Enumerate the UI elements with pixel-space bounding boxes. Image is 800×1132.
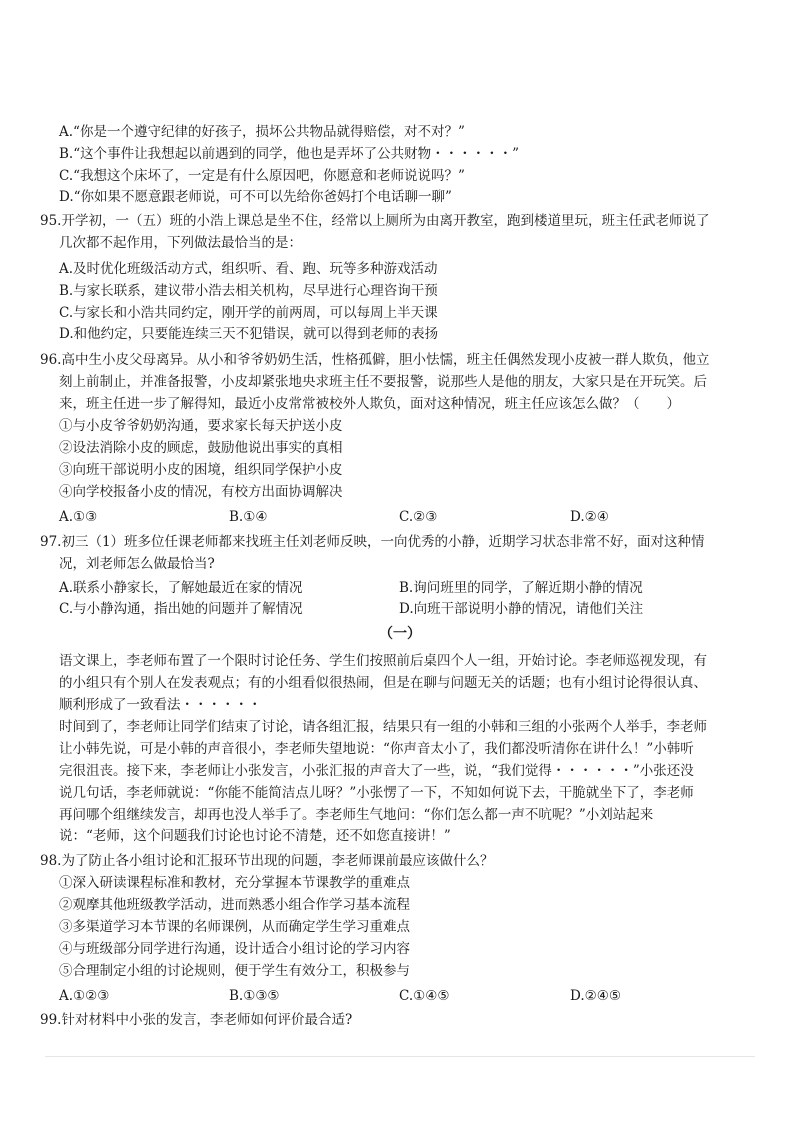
- q97-stem-line-1: 97.初三（1）班多位任课老师都来找班主任刘老师反映，一向优秀的小静，近期学习状态非常不好，面对这种情: [40, 534, 705, 550]
- q98-options-row: [0, 986, 800, 1006]
- material-p1-line-2: 的小组只有个别人在发表观点；有的小组看似很热闹，但是在聊与问题无关的话题；也有小组讨论得很认真、: [59, 675, 707, 691]
- q98-option-a: A.①②③: [59, 988, 110, 1004]
- q96-option-c: C.②③: [399, 509, 438, 525]
- q98-item-3: ③多渠道学习本节课的名师课例，从而确定学生学习重难点: [59, 919, 410, 935]
- q98-item-5: ⑤合理制定小组的讨论规则，便于学生有效分工，积极参与: [59, 963, 410, 979]
- q97-option-c: C.与小静沟通，指出她的问题并了解情况: [59, 601, 303, 617]
- q96-item-1: ①与小皮爷爷奶奶沟通，要求家长每天护送小皮: [59, 418, 343, 434]
- q96-item-3: ③向班干部说明小皮的困境，组织同学保护小皮: [59, 462, 343, 478]
- material-p2-line-3: 完很沮丧。接下来，李老师让小张发言，小张汇报的声音大了一些，说，“我们觉得・・・・・・”小张还没: [59, 763, 694, 779]
- material-p2-line-1: 时间到了，李老师让同学们结束了讨论，请各组汇报，结果只有一组的小韩和三组的小张两个人举手，李老师: [59, 719, 707, 735]
- q97-option-a: A.联系小静家长，了解她最近在家的情况: [59, 580, 303, 596]
- q95-option-a: A.及时优化班级活动方式，组织听、看、跑、玩等多种游戏活动: [59, 261, 438, 277]
- q98-option-c: C.①④⑤: [399, 988, 450, 1004]
- q95-stem-line-1: 95.开学初，一（五）班的小浩上课总是坐不住，经常以上厕所为由离开教室，跑到楼道里玩，班主任武老师说了: [40, 213, 710, 229]
- q95-option-d: D.和他约定，只要能连续三天不犯错误，就可以得到老师的表扬: [59, 326, 439, 342]
- q97-options-row-2: [0, 599, 800, 619]
- q96-option-d: D.②④: [570, 509, 609, 525]
- prev-option-c: C.“我想这个床坏了，一定是有什么原因吧，你愿意和老师说说吗？”: [59, 168, 465, 184]
- q96-option-b: B.①④: [229, 509, 268, 525]
- q96-options-row: [0, 507, 800, 527]
- material-p2-line-6: 说：“老师，这个问题我们讨论也讨论不清楚，还不如您直接讲！”: [59, 828, 451, 844]
- q97-stem-line-2: 况，刘老师怎么做最恰当?: [59, 556, 215, 572]
- page-divider: [45, 1056, 755, 1057]
- q98-item-4: ④与班级部分同学进行沟通，设计适合小组讨论的学习内容: [59, 941, 410, 957]
- q98-stem: 98.为了防止各小组讨论和汇报环节出现的问题，李老师课前最应该做什么？: [40, 853, 494, 869]
- material-p1-line-1: 语文课上，李老师布置了一个限时讨论任务、学生们按照前后桌四个人一组，开始讨论。李老师巡视发现，有: [59, 653, 707, 669]
- q96-stem-line-2: 刻上前制止，并准备报警，小皮却紧张地央求班主任不要报警，说那些人是他的朋友，大家只是在开玩笑。后: [59, 374, 707, 390]
- q95-option-b: B.与家长联系，建议带小浩去相关机构，尽早进行心理咨询干预: [59, 283, 438, 299]
- material-p2-line-5: 再问哪个组继续发言，却再也没人举手了。李老师生气地问：“你们怎么都一声不吭呢？”小刘站起来: [59, 807, 654, 823]
- q98-item-1: ①深入研读课程标准和教材，充分掌握本节课教学的重难点: [59, 875, 410, 891]
- q95-option-c: C.与家长和小浩共同约定，刚开学的前两周，可以每周上半天课: [59, 305, 438, 321]
- q95-stem-line-2: 几次都不起作用，下列做法最恰当的是：: [59, 235, 302, 251]
- q96-stem-line-3: 来，班主任进一步了解得知，最近小皮常常被校外人欺负，面对这种情况，班主任应该怎么做？（ ）: [59, 396, 680, 412]
- q98-item-2: ②观摩其他班级教学活动，进而熟悉小组合作学习基本流程: [59, 897, 410, 913]
- material-p1-line-3: 顺利形成了一致看法・・・・・・: [59, 697, 262, 713]
- prev-option-d: D.“你如果不愿意跟老师说，可不可以先给你爸妈打个电话聊一聊”: [59, 189, 452, 205]
- material-p2-line-4: 说几句话，李老师就说：“你能不能简洁点儿呀？”小张愣了一下，不知如何说下去，干脆就坐下了，李老师: [59, 785, 694, 801]
- q96-item-2: ②设法消除小皮的顾虑，鼓励他说出事实的真相: [59, 440, 343, 456]
- q98-option-d: D.②④⑤: [570, 988, 621, 1004]
- q96-item-4: ④向学校报备小皮的情况，有校方出面协调解决: [59, 484, 343, 500]
- q97-option-b: B.询问班里的同学，了解近期小静的情况: [399, 580, 643, 596]
- q96-stem-line-1: 96.高中生小皮父母离异。从小和爷爷奶奶生活，性格孤僻，胆小怯懦，班主任偶然发现小皮被一群人欺负，他立: [40, 352, 710, 368]
- q96-option-a: A.①③: [59, 509, 98, 525]
- q99-stem: 99.针对材料中小张的发言，李老师如何评价最合适?: [40, 1012, 353, 1028]
- section-title: （一）: [379, 626, 421, 642]
- q97-options-row-1: [0, 578, 800, 598]
- material-p2-line-2: 让小韩先说，可是小韩的声音很小，李老师失望地说：“你声音太小了，我们都没听清你在讲什么！”小韩听: [59, 741, 694, 757]
- prev-option-b: B.“这个事件让我想起以前遇到的同学，他也是弄坏了公共财物・・・・・・”: [59, 146, 520, 162]
- q98-option-b: B.①③⑤: [229, 988, 280, 1004]
- prev-option-a: A.“你是一个遵守纪律的好孩子，损坏公共物品就得赔偿，对不对？”: [59, 124, 465, 140]
- q97-option-d: D.向班干部说明小静的情况，请他们关注: [399, 601, 644, 617]
